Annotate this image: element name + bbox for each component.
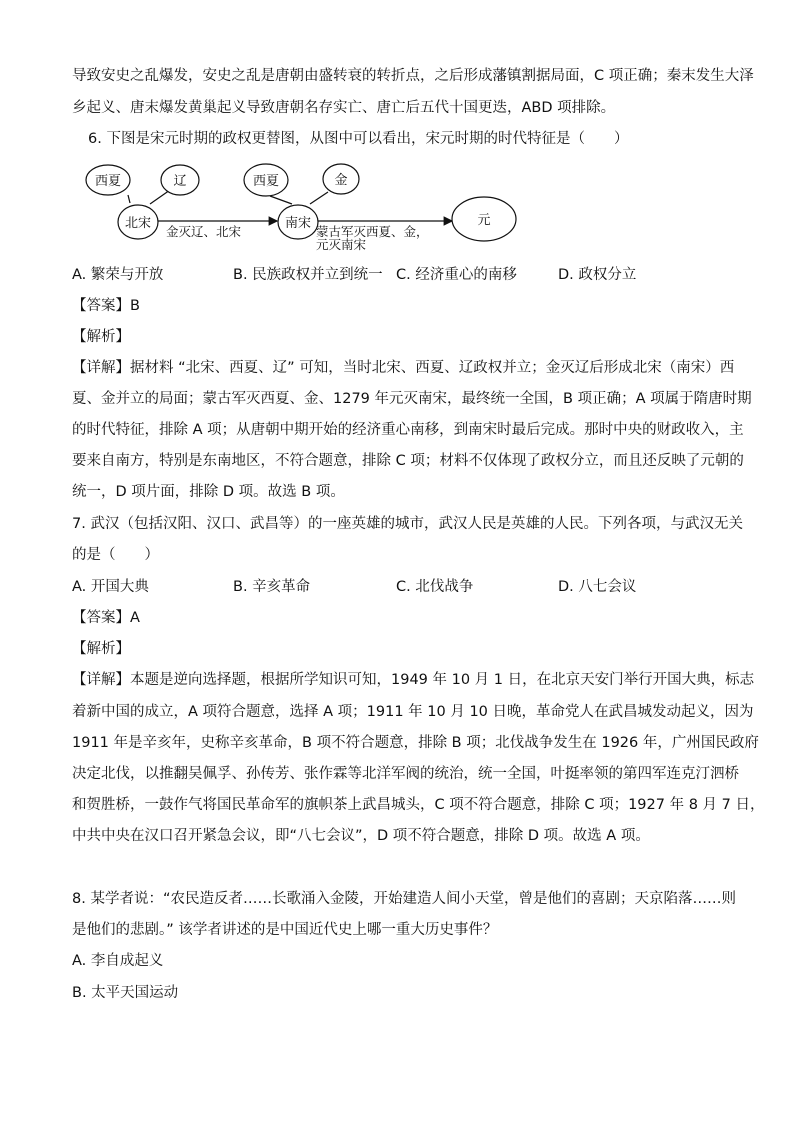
q8-option-b: B. 太平天国运动 — [72, 985, 179, 1001]
q7-option-d: D. 八七会议 — [558, 579, 637, 595]
q6-option-d: D. 政权分立 — [558, 267, 637, 283]
q7-option-b: B. 辛亥革命 — [233, 579, 311, 595]
q6-detail-line: 【详解】据材料 “北宋、西夏、辽” 可知，当时北宋、西夏、辽政权并立；金灭辽后形成北宋（南宋）西 — [72, 360, 735, 376]
q8-stem-line-2: 是他们的悲剧。” 该学者讲述的是中国近代史上哪一重大历史事件？ — [72, 922, 498, 938]
q6-option-b: B. 民族政权并立到统一 — [233, 267, 383, 283]
label-jin: 金 — [334, 173, 348, 188]
q7-detail-line: 中共中央在汉口召开紧急会议，即“八七会议”，D 项不符合题意，排除 D 项。故选 A 项。 — [72, 828, 650, 844]
q8-stem-line-1: 8. 某学者说：“农民造反者……长歌涌入金陵，开始建造人间小天堂，曾是他们的喜剧；天京陷落……则 — [72, 891, 736, 907]
q6-detail-line: 夏、金并立的局面；蒙古军灭西夏、金、1279 年元灭南宋，最终统一全国，B 项正确；A 项属于隋唐时期 — [72, 391, 752, 407]
song-yuan-regime-diagram — [80, 160, 520, 256]
arrow1-label: 金灭辽、北宋 — [166, 224, 242, 239]
link-liao-beisong — [150, 190, 170, 204]
arrow2-label-line1: 蒙古军灭西夏、金， — [316, 224, 429, 239]
link-xixia2-nansong — [270, 196, 292, 204]
label-liao: 辽 — [173, 174, 187, 189]
q7-detail-line: 决定北伐，以推翻吴佩孚、孙传芳、张作霖等北洋军阀的统治，统一全国，叶挺率领的第四军连克汀泗桥 — [72, 766, 739, 782]
q6-analysis-heading: 【解析】 — [72, 329, 130, 345]
q6-detail-line: 统一，D 项片面，排除 D 项。故选 B 项。 — [72, 484, 345, 500]
q6-option-a: A. 繁荣与开放 — [72, 267, 164, 283]
q6-detail-line: 的时代特征，排除 A 项；从唐朝中期开始的经济重心南移，到南宋时最后完成。那时中央的财政收入，主 — [72, 422, 744, 438]
label-nansong: 南宋 — [284, 216, 312, 231]
q6-stem: 6. 下图是宋元时期的政权更替图，从图中可以看出，宋元时期的时代特征是（ ） — [88, 131, 629, 147]
q7-detail-line: 和贺胜桥，一鼓作气将国民革命军的旗帜茶上武昌城头，C 项不符合题意，排除 C 项；1927 年 8 月 7 日， — [72, 797, 765, 813]
q6-answer: 【答案】B — [72, 298, 140, 314]
q7-detail-line: 1911 年是辛亥年，史称辛亥革命，B 项不符合题意，排除 B 项；北伐战争发生在 1926 年，广州国民政府 — [72, 735, 759, 751]
q7-stem-line-1: 7. 武汉（包括汉阳、汉口、武昌等）的一座英雄的城市，武汉人民是英雄的人民。下列各项，与武汉无关 — [72, 516, 743, 532]
q8-option-a: A. 李自成起义 — [72, 953, 164, 969]
label-yuan: 元 — [477, 213, 491, 228]
prev-answer-line-2: 乡起义、唐末爆发黄巢起义导致唐朝名存实亡、唐亡后五代十国更迭，ABD 项排除。 — [72, 100, 616, 116]
link-jin-nansong — [310, 192, 328, 204]
q7-analysis-heading: 【解析】 — [72, 641, 130, 657]
q7-answer: 【答案】A — [72, 610, 140, 626]
label-beisong: 北宋 — [124, 216, 152, 231]
q7-option-a: A. 开国大典 — [72, 579, 149, 595]
arrow2-label-line2: 元灭南宋 — [316, 237, 367, 252]
label-xixia-2: 西夏 — [252, 174, 280, 189]
label-xixia-1: 西夏 — [94, 174, 122, 189]
link-xixia1-beisong — [128, 195, 130, 203]
q6-detail-line: 要来自南方，特别是东南地区，不符合题意，排除 C 项；材料不仅体现了政权分立，而且还反映了元朝的 — [72, 453, 744, 469]
q6-option-c: C. 经济重心的南移 — [396, 267, 517, 283]
q7-option-c: C. 北伐战争 — [396, 579, 474, 595]
prev-answer-line-1: 导致安史之乱爆发，安史之乱是唐朝由盛转衰的转折点，之后形成藩镇割据局面，C 项正确；秦末发生大泽 — [72, 68, 754, 84]
q7-detail-line: 着新中国的成立，A 项符合题意，选择 A 项；1911 年 10 月 10 日晚，革命党人在武昌城发动起义，因为 — [72, 704, 754, 720]
q7-stem-line-2: 的是（ ） — [72, 547, 159, 563]
q7-detail-line: 【详解】本题是逆向选择题，根据所学知识可知，1949 年 10 月 1 日，在北京天安门举行开国大典，标志 — [72, 672, 755, 688]
